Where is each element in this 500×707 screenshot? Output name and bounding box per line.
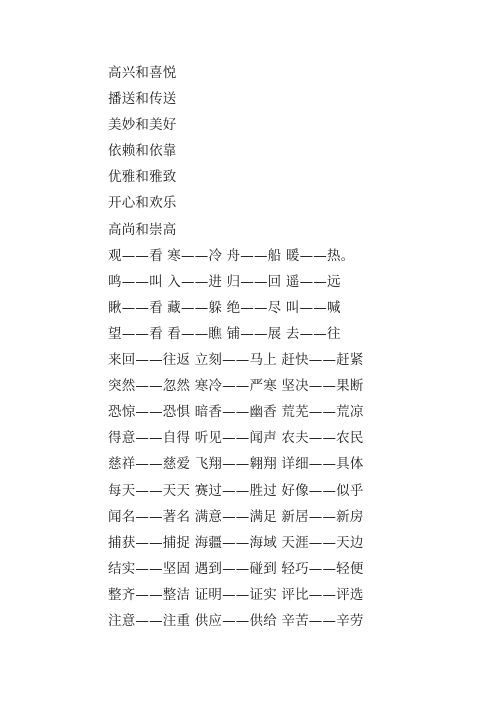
synonym-line: 每天——天天 赛过——胜过 好像——似乎 xyxy=(108,482,364,499)
synonym-line: 优雅和雅致 xyxy=(108,169,177,186)
synonym-line: 注意——注重 供应——供给 辛苦——辛劳 xyxy=(108,612,364,629)
synonym-line: 整齐——整洁 证明——证实 评比——评选 xyxy=(108,586,364,603)
synonym-line: 鸣——叫 入——进 归——回 遥——远 xyxy=(108,273,341,290)
synonym-line: 慈祥——慈爱 飞翔——翱翔 详细——具体 xyxy=(108,456,364,473)
synonym-line: 依赖和依靠 xyxy=(108,143,177,160)
synonym-line: 高兴和喜悦 xyxy=(108,65,177,81)
synonym-line: 捕获——捕捉 海疆——海域 天涯——天边 xyxy=(108,534,364,551)
synonym-line: 播送和传送 xyxy=(108,91,177,108)
synonym-line: 得意——自得 听见——闻声 农夫——农民 xyxy=(108,430,364,447)
synonym-line: 瞅——看 藏——躲 绝——尽 叫——喊 xyxy=(108,299,341,316)
synonym-line: 恐惊——恐惧 暗香——幽香 荒芜——荒凉 xyxy=(108,404,364,421)
synonym-list xyxy=(108,60,364,634)
synonym-line: 来回——往返 立刻——马上 赶快——赶紧 xyxy=(108,352,364,369)
synonym-line: 高尚和崇高 xyxy=(108,221,177,238)
synonym-line: 望——看 看——瞧 铺——展 去——往 xyxy=(108,325,341,342)
synonym-line: 结实——坚固 遇到——碰到 轻巧——轻便 xyxy=(108,560,364,577)
synonym-line: 观——看 寒——冷 舟——船 暖——热。 xyxy=(108,247,355,264)
synonym-line: 突然——忽然 寒冷——严寒 坚决——果断 xyxy=(108,378,364,395)
synonym-line: 美妙和美好 xyxy=(108,117,177,134)
synonym-line: 开心和欢乐 xyxy=(108,195,177,212)
synonym-line: 闻名——著名 满意——满足 新居——新房 xyxy=(108,508,364,525)
